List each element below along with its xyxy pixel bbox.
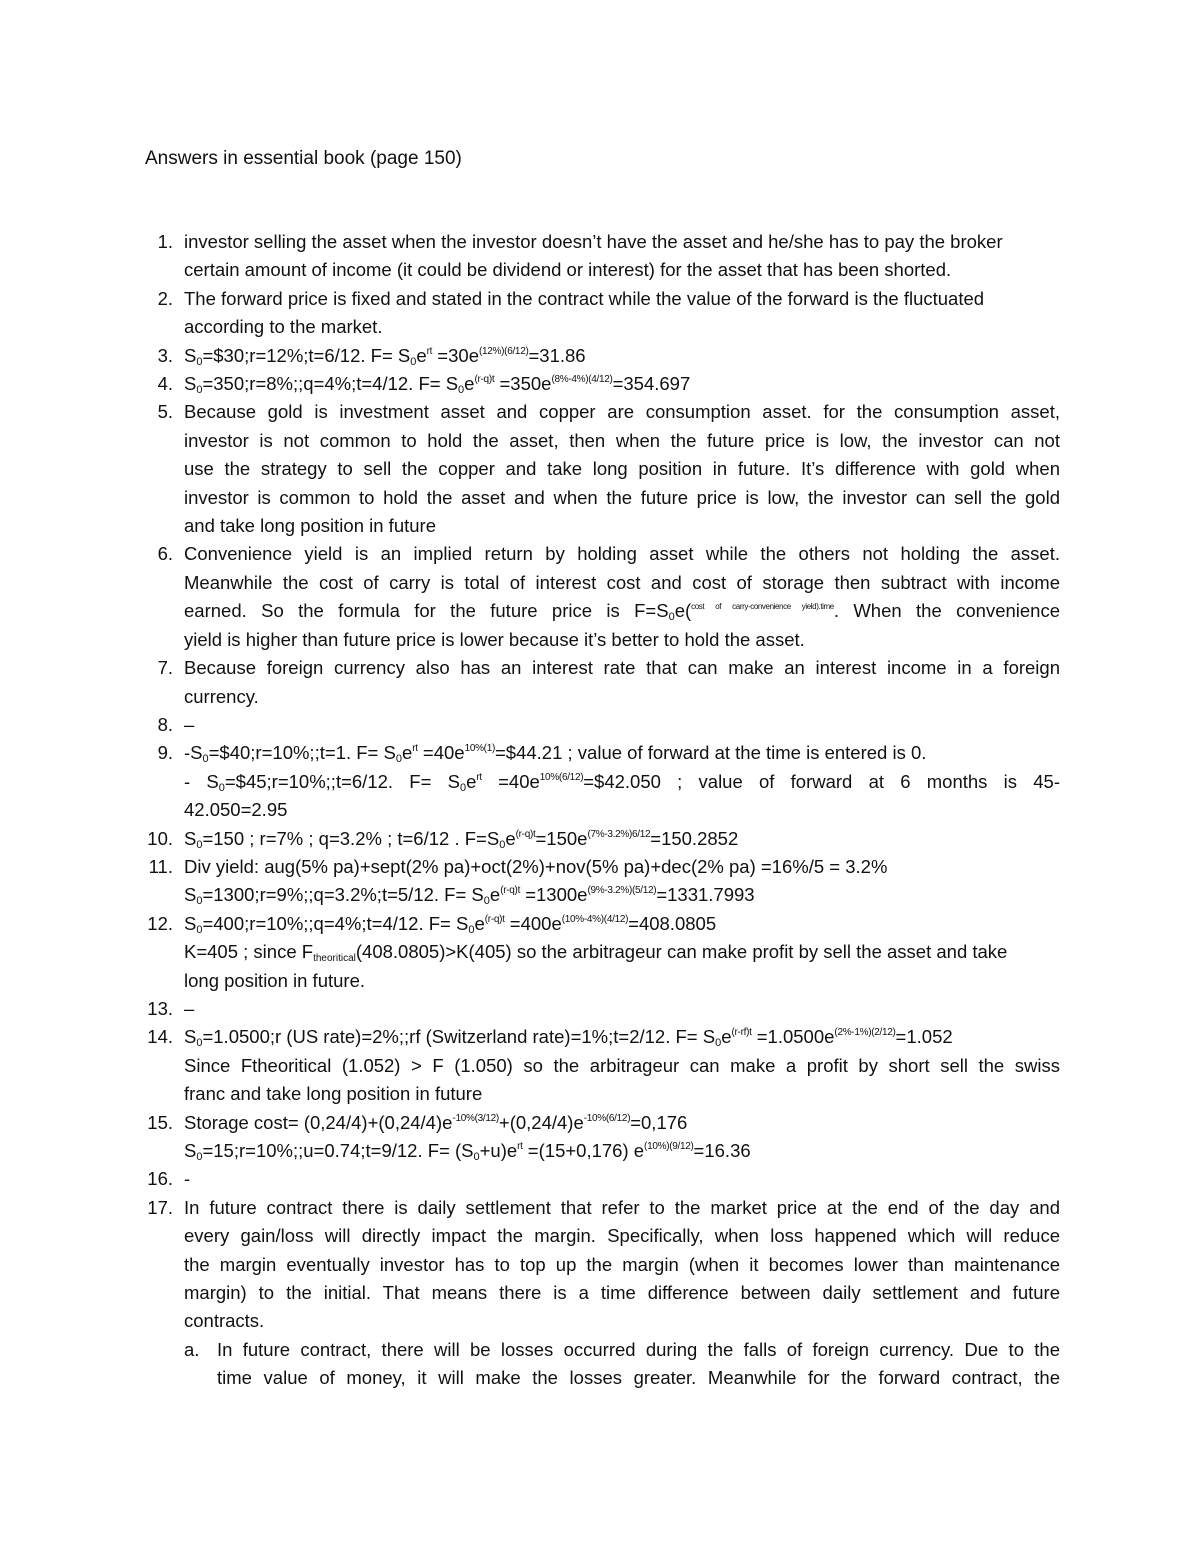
list-item <box>145 711 1060 739</box>
formula-text: =(15+0,176) e <box>522 1140 645 1161</box>
formula-subscript: 0 <box>196 355 203 368</box>
formula-superscript: (10%)(9/12) <box>644 1141 694 1152</box>
formula-superscript: (9%-3.2%)(5/12) <box>587 885 657 897</box>
item-text: margin) to the initial. That means there is a time difference between daily settlement and future <box>184 1282 1060 1304</box>
formula-subscript: 0 <box>668 611 675 624</box>
formula-subscript: 0 <box>395 753 402 766</box>
list-item <box>145 910 1060 995</box>
formula-text: =408.0805 <box>628 912 717 934</box>
item-text: Convenience yield is an implied return by holding asset while the others not holding the asset. <box>184 543 1060 565</box>
list-item <box>145 1194 1060 1393</box>
item-number: 13. <box>147 997 173 1019</box>
item-text: - <box>184 1168 191 1190</box>
item-number: 15. <box>147 1111 173 1133</box>
formula-text: earned. So the formula for the future price is F=S <box>184 600 669 622</box>
formula-line <box>184 342 1060 370</box>
formula-subscript: 0 <box>202 753 209 766</box>
item-text: contracts. <box>184 1310 265 1332</box>
formula-superscript: rt <box>426 345 433 357</box>
item-text: time value of money, it will make the losses greater. Meanwhile for the forward contract, the <box>217 1367 1060 1389</box>
formula-subscript: 0 <box>458 384 465 397</box>
item-text: – <box>184 713 195 735</box>
formula-text: +u)e <box>479 1140 518 1161</box>
formula-superscript: rt <box>517 1141 523 1152</box>
formula-line <box>184 739 1060 767</box>
formula-text: =$45;r=10%;;t=6/12. F= S <box>224 770 460 792</box>
item-text: according to the market. <box>184 316 383 338</box>
item-number: 14. <box>147 1026 173 1048</box>
item-text: The forward price is fixed and stated in the contract while the value of the forward is the fluctuated <box>184 287 985 309</box>
list-item <box>145 995 1060 1023</box>
formula-superscript: (12%)(6/12) <box>478 345 529 357</box>
formula-subscript: 0 <box>459 781 467 794</box>
formula-line <box>184 768 1060 796</box>
list-item <box>145 342 1060 370</box>
item-number: 11. <box>148 855 173 877</box>
formula-superscript: rt <box>476 771 482 783</box>
formula-superscript: (r-q)t <box>474 374 495 386</box>
formula-superscript: -10%(6/12) <box>583 1112 631 1124</box>
formula-superscript: (10%-4%)(4/12) <box>561 913 629 925</box>
formula-text: =1300e <box>520 884 588 906</box>
item-text: In future contract there is daily settlement that refer to the market price at the end of the day and <box>184 1196 1060 1218</box>
item-number: 8. <box>157 713 173 735</box>
item-text: use the strategy to sell the copper and take long position in future. It’s difference with gold when <box>184 458 1060 480</box>
formula-text: =40e <box>417 742 465 764</box>
item-text: yield is higher than future price is lower because it’s better to hold the asset. <box>184 628 805 650</box>
item-number: 1. <box>157 231 173 252</box>
item-text: Div yield: aug(5% pa)+sept(2% pa)+oct(2%)+nov(5% pa)+dec(2% pa) =16%/5 = 3.2% <box>184 855 888 877</box>
item-number: 9. <box>157 742 173 764</box>
item-text: investor selling the asset when the investor doesn’t have the asset and he/she has to pay the broker <box>184 231 1003 252</box>
item-text: – <box>184 997 195 1019</box>
item-text: Because gold is investment asset and copper are consumption asset. for the consumption asset, <box>184 401 1060 423</box>
formula-superscript: (r-rf)t <box>731 1027 752 1039</box>
formula-superscript: (2%-1%)(2/12) <box>834 1027 896 1039</box>
formula-text: =354.697 <box>612 373 691 395</box>
formula-line <box>184 881 1060 909</box>
item-number: 16. <box>147 1168 173 1190</box>
item-number: 4. <box>157 373 173 395</box>
formula-line <box>184 370 1060 398</box>
formula-text: =350;r=8%;;q=4%;t=4/12. F= S <box>202 373 459 395</box>
formula-text: =1.0500;r (US rate)=2%;;rf (Switzerland rate)=1%;t=2/12. F= S <box>202 1026 716 1048</box>
formula-superscript: 10%(1) <box>464 743 495 755</box>
formula-text: (408.0805)>K(405) so the arbitrageur can make profit by sell the asset and take <box>355 941 1008 963</box>
formula-text: e <box>489 884 501 906</box>
list-item <box>145 1165 1060 1193</box>
formula-text: =$44.21 ; value of forward at the time is entered is 0. <box>495 742 927 764</box>
list-item <box>145 853 1060 910</box>
formula-subscript: 0 <box>499 838 506 851</box>
formula-superscript: (r-q)t <box>484 913 505 925</box>
formula-subscript: 0 <box>196 838 203 851</box>
formula-text: S <box>184 1140 197 1161</box>
formula-text: e <box>401 742 413 764</box>
item-number: 12. <box>147 912 173 934</box>
item-text: In future contract, there will be losses occurred during the falls of foreign currency. Due to the <box>217 1338 1060 1360</box>
formula-text: =350e <box>494 373 552 395</box>
formula-text: e <box>466 770 477 792</box>
formula-text: e <box>416 344 427 366</box>
formula-text: S <box>184 1026 197 1048</box>
formula-text: =16.36 <box>693 1140 751 1161</box>
item-text: franc and take long position in future <box>184 1083 483 1105</box>
item-number: 17. <box>147 1196 173 1218</box>
item-text: Because foreign currency also has an interest rate that can make an interest income in a foreign <box>184 657 1060 679</box>
formula-subscript: theoritical <box>313 953 356 965</box>
list-item <box>145 825 1060 853</box>
formula-superscript: rt <box>412 743 418 755</box>
formula-text: =1300;r=9%;;q=3.2%;t=5/12. F= S <box>202 884 484 906</box>
item-text: and take long position in future <box>184 515 436 537</box>
formula-line <box>184 597 1060 625</box>
formula-text: - S <box>184 770 219 792</box>
formula-subscript: 0 <box>196 384 203 397</box>
formula-text: S <box>184 884 197 906</box>
formula-line <box>184 1023 1060 1051</box>
formula-text: S <box>184 373 197 395</box>
list-item <box>145 1023 1060 1108</box>
item-text: certain amount of income (it could be dividend or interest) for the asset that has been shorted. <box>184 259 952 281</box>
item-text: the margin eventually investor has to top up the margin (when it becomes lower than maintenance <box>184 1253 1060 1275</box>
item-text: currency. <box>184 685 259 707</box>
item-text: Since Ftheoritical (1.052) > F (1.050) so the arbitrageur can make a profit by short sell the swiss <box>184 1054 1060 1076</box>
item-number: 2. <box>157 287 173 309</box>
formula-superscript: 10%(6/12) <box>539 771 584 783</box>
formula-text: =1.0500e <box>751 1026 835 1048</box>
item-number: 7. <box>157 657 173 679</box>
formula-line <box>184 1137 1060 1165</box>
formula-text: . When the convenience <box>833 600 1060 622</box>
item-text: long position in future. <box>184 969 366 991</box>
formula-text: S <box>184 912 197 934</box>
formula-text: -S <box>184 742 203 764</box>
formula-text: e <box>721 1026 732 1048</box>
formula-subscript: 0 <box>196 1037 203 1050</box>
item-number: 3. <box>157 344 173 366</box>
page-title: Answers in essential book (page 150) <box>145 148 462 169</box>
formula-text: =$30;r=12%;t=6/12. F= S <box>202 344 411 366</box>
formula-text: e( <box>674 600 692 622</box>
item-text: investor is not common to hold the asset, then when the future price is low, the investor can not <box>184 429 1060 451</box>
formula-subscript: 0 <box>196 923 203 936</box>
item-text: Meanwhile the cost of carry is total of interest cost and cost of storage then subtract with income <box>184 571 1060 593</box>
formula-superscript: -10%(3/12) <box>452 1112 499 1124</box>
formula-text: =1.052 <box>895 1026 953 1048</box>
list-item <box>145 228 1060 285</box>
sub-list-item <box>184 1336 1060 1393</box>
formula-text: =400;r=10%;;q=4%;t=4/12. F= S <box>202 912 469 934</box>
formula-subscript: 0 <box>468 923 475 936</box>
formula-subscript: 0 <box>218 781 225 794</box>
formula-line <box>184 938 1060 966</box>
formula-text: =$42.050 ; value of forward at 6 months is 45- <box>583 770 1060 792</box>
list-item <box>145 398 1060 540</box>
formula-text: K=405 ; since F <box>184 941 314 963</box>
item-number: 10. <box>147 827 173 849</box>
formula-text: =15;r=10%;;u=0.74;t=9/12. F= (S <box>202 1140 474 1161</box>
item-number: 6. <box>157 543 173 565</box>
formula-text: =400e <box>504 912 562 934</box>
formula-text: =150.2852 <box>650 827 739 849</box>
formula-subscript: 0 <box>410 355 417 368</box>
formula-text: +(0,24/4)e <box>498 1111 584 1133</box>
formula-text: =150 ; r=7% ; q=3.2% ; t=6/12 . F=S <box>202 827 500 849</box>
sub-item-letter: a. <box>184 1338 200 1360</box>
item-text: every gain/loss will directly impact the margin. Specifically, when loss happened which will reduce <box>184 1225 1060 1247</box>
item-text: investor is common to hold the asset and when the future price is low, the investor can sell the gold <box>184 486 1060 508</box>
formula-text: =30e <box>432 344 479 366</box>
formula-text: S <box>184 827 197 849</box>
formula-superscript: (7%-3.2%)6/12 <box>587 828 651 840</box>
formula-text: e <box>505 827 516 849</box>
formula-text: =150e <box>535 827 588 849</box>
formula-subscript: 0 <box>715 1037 722 1050</box>
formula-text: S <box>184 344 197 366</box>
formula-superscript: (r-q)t <box>515 828 536 840</box>
formula-text: =$40;r=10%;;t=1. F= S <box>208 742 396 764</box>
item-number: 5. <box>157 401 173 423</box>
formula-text: =40e <box>481 770 540 792</box>
formula-line <box>184 910 1060 938</box>
formula-superscript: (r-q)t <box>500 885 521 897</box>
formula-subscript: 0 <box>196 1151 203 1163</box>
list-item <box>145 370 1060 398</box>
item-text: 42.050=2.95 <box>184 799 288 821</box>
formula-text: e <box>474 912 485 934</box>
formula-subscript: 0 <box>196 895 203 908</box>
formula-text: e <box>464 373 475 395</box>
list-item <box>145 654 1060 711</box>
list-item <box>145 1109 1060 1166</box>
formula-subscript: 0 <box>483 895 490 908</box>
list-item <box>145 540 1060 654</box>
list-item <box>145 739 1060 824</box>
formula-line <box>184 1109 1060 1137</box>
formula-text: =31.86 <box>528 344 586 366</box>
answer-list <box>145 228 1060 1393</box>
formula-superscript: cost of carry-convenience yield).time <box>691 602 834 612</box>
formula-subscript: 0 <box>473 1151 480 1163</box>
list-item <box>145 285 1060 342</box>
formula-line <box>184 825 1060 853</box>
formula-text: Storage cost= (0,24/4)+(0,24/4)e <box>184 1111 453 1133</box>
formula-text: =1331.7993 <box>656 884 755 906</box>
formula-superscript: (8%-4%)(4/12) <box>551 374 613 386</box>
formula-text: =0,176 <box>630 1111 688 1133</box>
